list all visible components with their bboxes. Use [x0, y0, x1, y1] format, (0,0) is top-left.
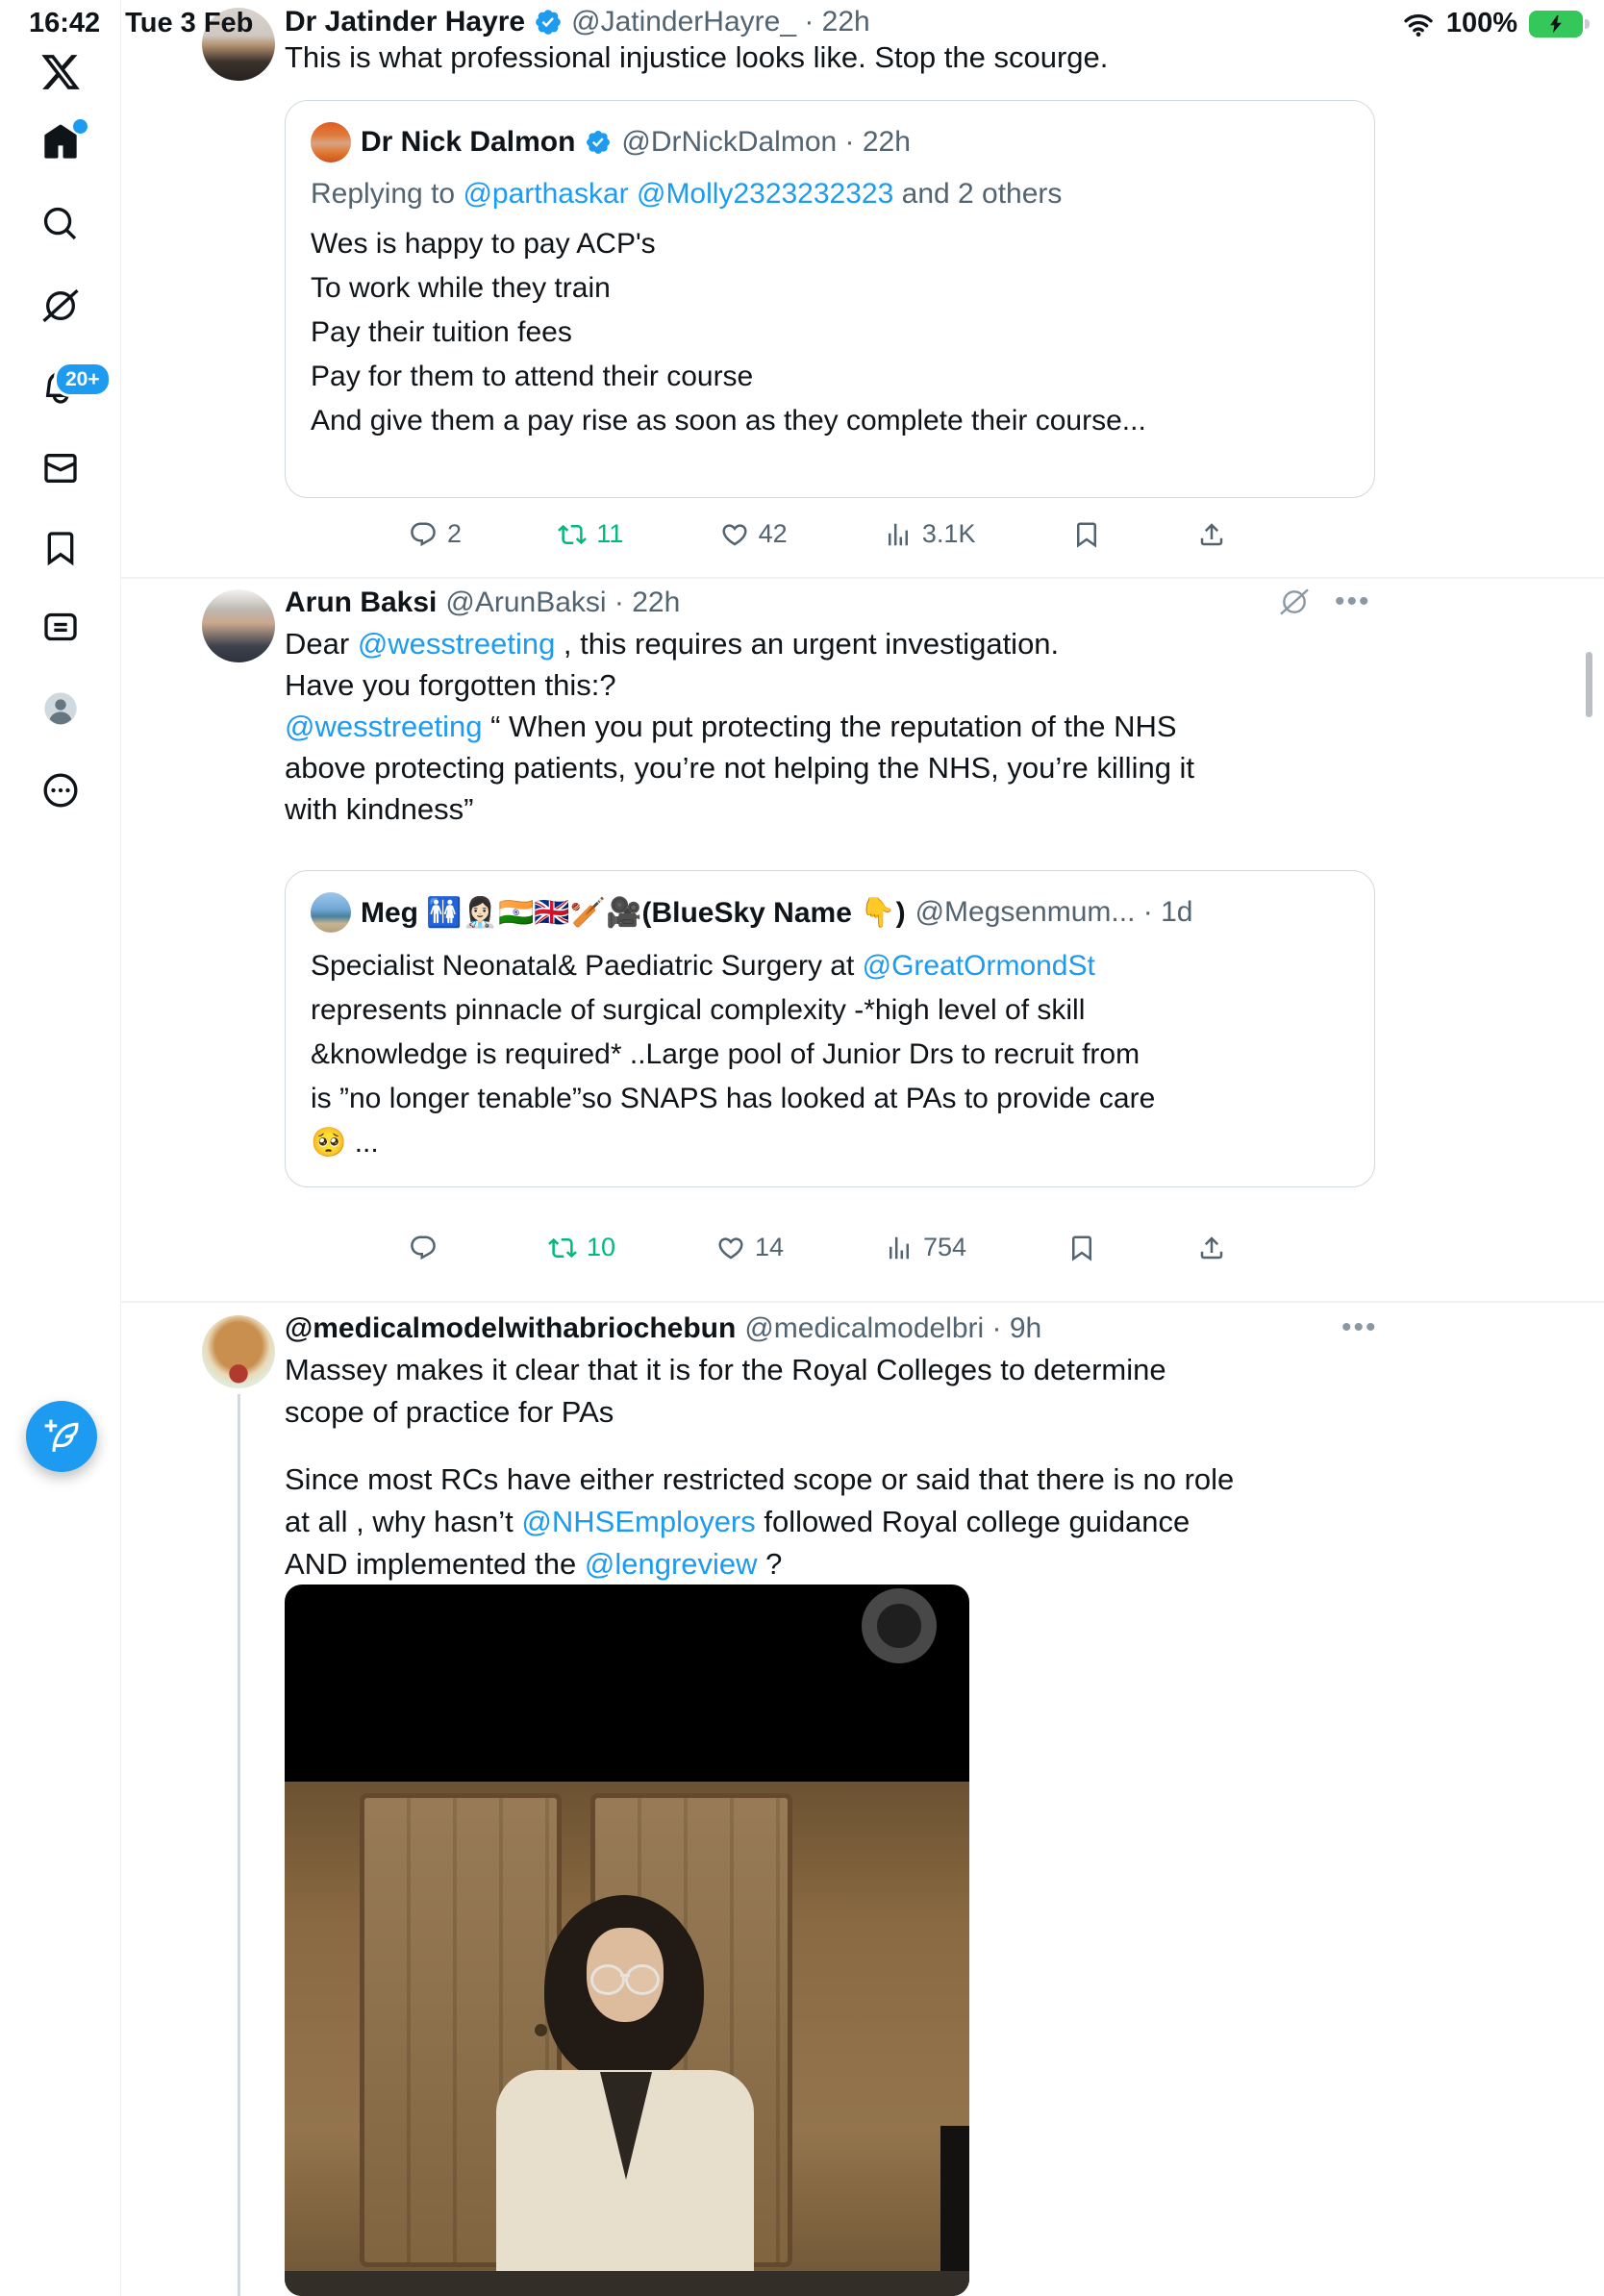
sidebar-item-grok[interactable] — [41, 287, 80, 325]
views-button[interactable] — [884, 519, 976, 549]
mention-link[interactable]: @GreatOrmondSt — [862, 950, 1095, 982]
thread-connector-line — [238, 1394, 240, 2296]
mention-link[interactable]: @parthaskar — [463, 178, 629, 210]
handle-and-time[interactable]: @ArunBaksi · 22h — [445, 586, 681, 618]
notifications-badge: 20+ — [54, 362, 112, 397]
mention-link[interactable]: @wesstreeting — [285, 710, 483, 743]
bench — [285, 2271, 969, 2296]
tweet-text: This is what professional injustice looks like. Stop the scourge. — [285, 40, 1109, 74]
handle-and-time: @DrNickDalmon · 22h — [621, 126, 911, 158]
verified-badge-icon — [585, 129, 612, 156]
battery-charging-icon — [1529, 11, 1583, 37]
compose-button[interactable] — [26, 1401, 97, 1472]
repost-button[interactable] — [558, 519, 623, 549]
avatar[interactable] — [202, 1315, 275, 1388]
reply-button[interactable] — [409, 1234, 447, 1262]
views-count: 754 — [923, 1233, 967, 1261]
views-icon — [885, 1234, 914, 1262]
reply-count: 2 — [447, 519, 463, 548]
mention-link[interactable]: @NHSEmployers — [521, 1505, 756, 1538]
video-frame — [285, 1782, 969, 2296]
tweet-header — [285, 1312, 1041, 1345]
speaker-glasses — [589, 1964, 662, 1993]
mention-link[interactable]: @wesstreeting — [357, 627, 556, 661]
display-name[interactable]: Dr Nick Dalmon — [361, 126, 576, 158]
bookmark-button[interactable] — [1067, 1234, 1096, 1262]
repost-count: 11 — [596, 519, 624, 548]
quoted-tweet-text: Specialist Neonatal& Paediatric Surgery at @GreatOrmondSt represents pinnacle of surgical complexity -*high level of skill &knowledge is required* ..Large pool of Junior Drs to recruit from is ”no longer tenable”so SNAPS has looked at PAs to provide care 🥺 ... — [311, 950, 1156, 1159]
repost-icon — [548, 1234, 577, 1262]
handle-and-time: @Megsenmum... · 1d — [915, 896, 1193, 928]
avatar[interactable] — [311, 892, 351, 933]
display-name[interactable]: Dr Jatinder Hayre — [285, 6, 526, 37]
sidebar-item-search[interactable] — [41, 205, 80, 243]
share-button[interactable] — [1197, 1234, 1226, 1262]
more-options-icon[interactable]: ••• — [1335, 586, 1371, 617]
like-icon — [720, 520, 749, 549]
compose-feather-icon — [43, 1418, 80, 1455]
quoted-tweet[interactable] — [285, 870, 1375, 1187]
quoted-tweet-text: Wes is happy to pay ACP's To work while they train Pay their tuition fees Pay for them to attend their course And give them a pay rise as soon as they complete their course... — [311, 228, 1146, 437]
home-notification-dot — [73, 119, 88, 134]
repost-button[interactable] — [548, 1233, 615, 1262]
tweet[interactable] — [120, 1301, 1604, 2296]
like-count: 42 — [758, 519, 788, 548]
avatar[interactable] — [202, 589, 275, 662]
share-icon — [1197, 1234, 1226, 1262]
clock: 16:42 — [29, 8, 101, 38]
sidebar-item-bookmarks[interactable] — [41, 529, 80, 567]
like-button[interactable] — [720, 519, 788, 549]
x-logo[interactable] — [39, 51, 82, 93]
like-button[interactable] — [716, 1233, 784, 1262]
tweet[interactable] — [120, 0, 1604, 577]
camera-lens-circle — [862, 1588, 937, 1663]
mention-link[interactable]: @lengreview — [584, 1547, 758, 1581]
reply-icon — [409, 1234, 438, 1262]
views-button[interactable] — [885, 1233, 966, 1262]
repost-icon — [558, 520, 587, 549]
quoted-tweet-header — [311, 892, 1349, 933]
sidebar-item-articles[interactable] — [41, 608, 80, 646]
verified-badge-icon — [534, 8, 563, 37]
share-icon — [1197, 520, 1226, 549]
tweet-actions — [409, 1233, 1226, 1262]
bookmark-icon — [1072, 520, 1101, 549]
tweet-header-actions — [1341, 1312, 1378, 1343]
more-options-icon[interactable]: ••• — [1341, 1311, 1378, 1343]
tweet[interactable] — [120, 577, 1604, 1301]
like-count: 14 — [754, 1233, 785, 1261]
mention-link[interactable]: @Molly2323232323 — [636, 178, 894, 210]
views-count: 3.1K — [921, 519, 976, 548]
scrollbar-thumb[interactable] — [1586, 652, 1592, 717]
date: Tue 3 Feb — [125, 8, 254, 38]
display-name[interactable]: @medicalmodelwithabriochebun — [285, 1312, 737, 1344]
door-knob — [535, 2024, 547, 2036]
display-name[interactable]: Meg 🚻👩🏻‍⚕️🇮🇳🇬🇧🏏🎥(BlueSky Name 👇) — [361, 896, 906, 929]
wifi-icon — [1402, 12, 1435, 37]
tweet-actions — [409, 519, 1226, 549]
like-icon — [716, 1234, 745, 1262]
sidebar-item-profile[interactable] — [41, 689, 80, 728]
avatar[interactable] — [311, 122, 351, 162]
tweet-text: Dear @wesstreeting , this requires an urgent investigation. Have you forgotten this:? @wesstreeting “ When you put protecting the reputation of the NHS above protecting patients, you’re not helping the NHS, you’re killing it with kindness” — [285, 627, 1195, 826]
tweet-header-actions — [1279, 586, 1371, 617]
handle-and-time[interactable]: @medicalmodelbri · 9h — [744, 1312, 1042, 1344]
reply-button[interactable] — [409, 519, 462, 549]
views-icon — [884, 520, 913, 549]
handle-and-time[interactable]: @JatinderHayre_ · 22h — [571, 6, 870, 37]
replying-to-line: Replying to @parthaskar @Molly2323232323 and 2 others — [311, 178, 1063, 210]
bookmark-icon — [1067, 1234, 1096, 1262]
tweet-header — [285, 586, 680, 619]
display-name[interactable]: Arun Baksi — [285, 586, 438, 618]
quoted-tweet-header — [311, 122, 1349, 162]
status-bar-left — [29, 8, 253, 39]
battery-percent: 100% — [1445, 8, 1517, 38]
repost-count: 10 — [586, 1233, 616, 1261]
quoted-tweet[interactable] — [285, 100, 1375, 498]
sidebar-item-messages[interactable] — [41, 449, 80, 487]
bookmark-button[interactable] — [1072, 520, 1101, 549]
reply-icon — [409, 520, 438, 549]
video-player[interactable] — [285, 1585, 969, 2296]
sidebar-item-more[interactable] — [41, 771, 80, 810]
grok-actions-icon[interactable] — [1279, 586, 1310, 617]
tweet-text: Massey makes it clear that it is for the Royal Colleges to determine scope of practice for PAs Since most RCs have either restricted scope or said that there is no role at all , why hasn’t @NHSEmployers followed Royal college guidance AND implemented the @lengreview ? — [285, 1353, 1235, 1581]
share-button[interactable] — [1197, 520, 1226, 549]
tweet-header — [285, 6, 870, 38]
status-bar-right — [1402, 8, 1583, 39]
